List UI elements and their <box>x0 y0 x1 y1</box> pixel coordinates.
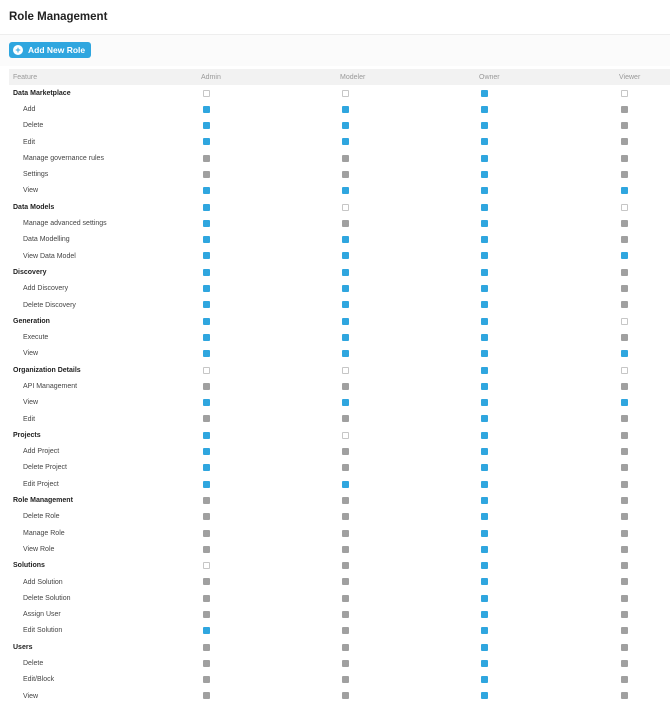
feature-label: Manage governance rules <box>23 154 104 162</box>
permission-checkbox-admin <box>203 513 210 520</box>
permission-checkbox-admin[interactable] <box>203 138 210 145</box>
feature-row <box>9 378 670 394</box>
permission-checkbox-modeler[interactable] <box>342 399 349 406</box>
feature-label: Manage Role <box>23 529 65 537</box>
permission-checkbox-admin[interactable] <box>203 448 210 455</box>
permission-checkbox-modeler[interactable] <box>342 269 349 276</box>
feature-row <box>9 590 670 606</box>
permission-checkbox-owner[interactable] <box>481 595 488 602</box>
permission-checkbox-modeler <box>342 171 349 178</box>
permission-checkbox-admin <box>203 497 210 504</box>
feature-label: Edit Project <box>23 480 59 488</box>
permission-checkbox-owner[interactable] <box>481 627 488 634</box>
permission-checkbox-modeler <box>342 562 349 569</box>
page-title: Role Management <box>9 11 108 23</box>
feature-row <box>9 688 670 704</box>
feature-row <box>9 541 670 557</box>
permission-checkbox-owner[interactable] <box>481 334 488 341</box>
feature-row <box>9 232 670 248</box>
permission-checkbox-modeler <box>342 155 349 162</box>
permission-checkbox-viewer <box>621 595 628 602</box>
feature-label: Data Modelling <box>23 236 70 244</box>
permission-checkbox-modeler <box>342 660 349 667</box>
permission-checkbox-admin[interactable] <box>203 367 210 374</box>
feature-row <box>9 525 670 541</box>
permission-checkbox-modeler[interactable] <box>342 334 349 341</box>
permission-checkbox-admin <box>203 611 210 618</box>
feature-group-row <box>9 199 670 215</box>
permission-checkbox-viewer <box>621 530 628 537</box>
feature-row <box>9 101 670 117</box>
permission-checkbox-viewer <box>621 497 628 504</box>
column-header-viewer: Viewer <box>619 73 641 81</box>
permission-checkbox-admin[interactable] <box>203 220 210 227</box>
feature-label: Solutions <box>13 562 45 570</box>
permission-checkbox-modeler[interactable] <box>342 252 349 259</box>
permission-checkbox-modeler <box>342 415 349 422</box>
feature-row <box>9 672 670 688</box>
permission-checkbox-viewer[interactable] <box>621 350 628 357</box>
permission-checkbox-modeler <box>342 627 349 634</box>
permission-checkbox-owner[interactable] <box>481 171 488 178</box>
feature-label: Settings <box>23 171 49 179</box>
permission-checkbox-viewer <box>621 415 628 422</box>
permission-checkbox-admin[interactable] <box>203 90 210 97</box>
feature-label: Delete <box>23 122 44 130</box>
permission-checkbox-viewer <box>621 138 628 145</box>
feature-row <box>9 623 670 639</box>
permission-checkbox-viewer <box>621 611 628 618</box>
permission-checkbox-owner[interactable] <box>481 367 488 374</box>
feature-label: Edit <box>23 138 36 146</box>
permission-checkbox-owner[interactable] <box>481 448 488 455</box>
permission-checkbox-viewer[interactable] <box>621 252 628 259</box>
permission-checkbox-owner[interactable] <box>481 432 488 439</box>
feature-row <box>9 411 670 427</box>
permission-checkbox-owner[interactable] <box>481 530 488 537</box>
feature-label: API Management <box>23 382 78 390</box>
permission-checkbox-admin[interactable] <box>203 399 210 406</box>
permission-checkbox-viewer <box>621 562 628 569</box>
permission-checkbox-admin[interactable] <box>203 187 210 194</box>
feature-row <box>9 346 670 362</box>
permission-checkbox-owner[interactable] <box>481 481 488 488</box>
permission-checkbox-viewer <box>621 220 628 227</box>
permission-checkbox-modeler[interactable] <box>342 187 349 194</box>
permission-checkbox-viewer <box>621 513 628 520</box>
permission-checkbox-admin[interactable] <box>203 252 210 259</box>
feature-label: Users <box>13 643 33 651</box>
permission-checkbox-admin[interactable] <box>203 269 210 276</box>
column-header-owner: Owner <box>479 73 500 81</box>
permission-checkbox-owner[interactable] <box>481 464 488 471</box>
permission-checkbox-admin[interactable] <box>203 432 210 439</box>
permission-checkbox-admin[interactable] <box>203 350 210 357</box>
feature-label: Delete Solution <box>23 594 71 602</box>
permission-checkbox-owner[interactable] <box>481 236 488 243</box>
feature-group-row <box>9 558 670 574</box>
feature-label: Role Management <box>13 497 73 505</box>
permission-checkbox-viewer[interactable] <box>621 367 628 374</box>
feature-row <box>9 297 670 313</box>
feature-row <box>9 281 670 297</box>
feature-row <box>9 509 670 525</box>
permission-checkbox-owner[interactable] <box>481 187 488 194</box>
permission-checkbox-admin[interactable] <box>203 334 210 341</box>
column-header-admin: Admin <box>201 73 221 81</box>
permission-checkbox-admin[interactable] <box>203 106 210 113</box>
permission-checkbox-admin <box>203 530 210 537</box>
permission-checkbox-modeler[interactable] <box>342 318 349 325</box>
permission-checkbox-owner[interactable] <box>481 660 488 667</box>
feature-row <box>9 460 670 476</box>
feature-group-row <box>9 264 670 280</box>
permission-checkbox-owner[interactable] <box>481 513 488 520</box>
permission-checkbox-modeler[interactable] <box>342 204 349 211</box>
feature-group-row <box>9 362 670 378</box>
feature-label: Data Models <box>13 203 55 211</box>
feature-row <box>9 248 670 264</box>
permission-checkbox-admin[interactable] <box>203 285 210 292</box>
permission-checkbox-modeler[interactable] <box>342 236 349 243</box>
permission-checkbox-modeler <box>342 644 349 651</box>
permission-checkbox-admin[interactable] <box>203 562 210 569</box>
feature-row <box>9 444 670 460</box>
permission-checkbox-owner[interactable] <box>481 318 488 325</box>
feature-row <box>9 183 670 199</box>
permission-checkbox-owner[interactable] <box>481 252 488 259</box>
permission-checkbox-admin[interactable] <box>203 627 210 634</box>
permission-checkbox-admin <box>203 676 210 683</box>
permission-checkbox-viewer <box>621 269 628 276</box>
permission-checkbox-modeler[interactable] <box>342 122 349 129</box>
permission-checkbox-owner[interactable] <box>481 220 488 227</box>
permission-checkbox-modeler <box>342 546 349 553</box>
permission-checkbox-owner[interactable] <box>481 122 488 129</box>
permission-checkbox-owner[interactable] <box>481 399 488 406</box>
permission-checkbox-admin[interactable] <box>203 301 210 308</box>
feature-row <box>9 607 670 623</box>
permission-checkbox-viewer <box>621 578 628 585</box>
permission-checkbox-modeler <box>342 464 349 471</box>
permission-checkbox-modeler <box>342 578 349 585</box>
feature-row <box>9 329 670 345</box>
feature-row <box>9 655 670 671</box>
toolbar <box>0 35 670 66</box>
feature-label: Add Project <box>23 448 60 456</box>
permission-checkbox-owner[interactable] <box>481 138 488 145</box>
permission-checkbox-owner[interactable] <box>481 546 488 553</box>
permission-checkbox-modeler <box>342 220 349 227</box>
feature-row <box>9 118 670 134</box>
feature-row <box>9 395 670 411</box>
permission-checkbox-modeler <box>342 497 349 504</box>
permission-checkbox-admin <box>203 171 210 178</box>
permission-checkbox-owner[interactable] <box>481 562 488 569</box>
add-new-role-label: Add New Role <box>28 45 86 55</box>
feature-row <box>9 166 670 182</box>
feature-group-row <box>9 427 670 443</box>
permission-checkbox-owner[interactable] <box>481 90 488 97</box>
permission-checkbox-owner[interactable] <box>481 611 488 618</box>
permission-checkbox-modeler[interactable] <box>342 367 349 374</box>
permission-checkbox-admin <box>203 644 210 651</box>
permission-checkbox-modeler <box>342 383 349 390</box>
permission-checkbox-viewer <box>621 660 628 667</box>
feature-row <box>9 134 670 150</box>
permission-checkbox-viewer <box>621 383 628 390</box>
permission-checkbox-viewer <box>621 448 628 455</box>
permission-checkbox-modeler[interactable] <box>342 481 349 488</box>
feature-label: Generation <box>13 317 50 325</box>
permission-checkbox-viewer <box>621 285 628 292</box>
feature-label: View Data Model <box>23 252 76 260</box>
feature-label: Add Solution <box>23 578 63 586</box>
permissions-table <box>9 69 670 704</box>
feature-label: Data Marketplace <box>13 89 71 97</box>
permission-checkbox-viewer[interactable] <box>621 187 628 194</box>
permission-checkbox-viewer <box>621 481 628 488</box>
feature-label: Edit Solution <box>23 627 63 635</box>
permission-checkbox-admin <box>203 383 210 390</box>
feature-row <box>9 574 670 590</box>
feature-label: Add <box>23 105 36 113</box>
permission-checkbox-viewer <box>621 546 628 553</box>
permission-checkbox-viewer <box>621 432 628 439</box>
permission-checkbox-admin[interactable] <box>203 481 210 488</box>
feature-label: Edit <box>23 415 36 423</box>
permission-checkbox-owner[interactable] <box>481 415 488 422</box>
permission-checkbox-viewer <box>621 171 628 178</box>
permission-checkbox-modeler[interactable] <box>342 350 349 357</box>
permission-checkbox-admin <box>203 595 210 602</box>
permission-checkbox-owner[interactable] <box>481 301 488 308</box>
plus-circle-icon: + <box>13 45 23 55</box>
permission-checkbox-viewer <box>621 644 628 651</box>
table-header <box>9 69 670 85</box>
add-new-role-button[interactable] <box>9 42 91 58</box>
permission-checkbox-viewer[interactable] <box>621 399 628 406</box>
feature-row <box>9 476 670 492</box>
permission-checkbox-viewer[interactable] <box>621 204 628 211</box>
permission-checkbox-admin <box>203 155 210 162</box>
permission-checkbox-modeler[interactable] <box>342 285 349 292</box>
feature-label: View <box>23 350 39 358</box>
permission-checkbox-owner[interactable] <box>481 285 488 292</box>
permission-checkbox-owner[interactable] <box>481 644 488 651</box>
permission-checkbox-admin[interactable] <box>203 318 210 325</box>
permission-checkbox-admin[interactable] <box>203 122 210 129</box>
permission-checkbox-viewer[interactable] <box>621 90 628 97</box>
permission-checkbox-modeler[interactable] <box>342 90 349 97</box>
permission-checkbox-owner[interactable] <box>481 676 488 683</box>
permission-checkbox-admin <box>203 546 210 553</box>
permission-checkbox-owner[interactable] <box>481 383 488 390</box>
permission-checkbox-modeler[interactable] <box>342 138 349 145</box>
permission-checkbox-viewer[interactable] <box>621 318 628 325</box>
permission-checkbox-modeler <box>342 611 349 618</box>
permission-checkbox-viewer <box>621 301 628 308</box>
permission-checkbox-owner[interactable] <box>481 350 488 357</box>
permission-checkbox-modeler <box>342 448 349 455</box>
feature-label: Assign User <box>23 611 61 619</box>
permission-checkbox-modeler <box>342 595 349 602</box>
feature-label: Delete Project <box>23 464 67 472</box>
permission-checkbox-admin <box>203 660 210 667</box>
feature-row <box>9 215 670 231</box>
feature-label: View <box>23 399 39 407</box>
permission-checkbox-viewer <box>621 627 628 634</box>
feature-label: Edit/Block <box>23 676 55 684</box>
column-header-feature: Feature <box>13 73 38 81</box>
permission-checkbox-owner[interactable] <box>481 204 488 211</box>
feature-label: View <box>23 692 39 700</box>
feature-label: Discovery <box>13 268 47 276</box>
feature-label: Manage advanced settings <box>23 220 107 228</box>
feature-label: View <box>23 187 39 195</box>
permission-checkbox-modeler <box>342 530 349 537</box>
feature-label: Add Discovery <box>23 285 69 293</box>
permission-checkbox-viewer <box>621 155 628 162</box>
permission-checkbox-viewer <box>621 676 628 683</box>
permission-checkbox-modeler[interactable] <box>342 106 349 113</box>
permission-checkbox-viewer <box>621 122 628 129</box>
permission-checkbox-viewer <box>621 334 628 341</box>
permission-checkbox-admin[interactable] <box>203 236 210 243</box>
permission-checkbox-owner[interactable] <box>481 497 488 504</box>
feature-label: Delete <box>23 660 44 668</box>
permission-checkbox-modeler <box>342 676 349 683</box>
permission-checkbox-modeler[interactable] <box>342 432 349 439</box>
permission-checkbox-viewer <box>621 106 628 113</box>
permission-checkbox-modeler[interactable] <box>342 301 349 308</box>
permission-checkbox-admin[interactable] <box>203 464 210 471</box>
feature-label: Projects <box>13 431 41 439</box>
permission-checkbox-admin[interactable] <box>203 204 210 211</box>
feature-label: View Role <box>23 545 55 553</box>
feature-group-row <box>9 85 670 101</box>
permission-checkbox-owner[interactable] <box>481 106 488 113</box>
feature-label: Delete Discovery <box>23 301 76 309</box>
column-header-modeler: Modeler <box>340 73 366 81</box>
permission-checkbox-viewer <box>621 464 628 471</box>
feature-row <box>9 150 670 166</box>
permission-checkbox-owner[interactable] <box>481 269 488 276</box>
permission-checkbox-viewer <box>621 692 628 699</box>
page-header <box>0 0 670 35</box>
permission-checkbox-viewer <box>621 236 628 243</box>
permission-checkbox-modeler <box>342 692 349 699</box>
permission-checkbox-modeler <box>342 513 349 520</box>
permission-checkbox-owner[interactable] <box>481 578 488 585</box>
feature-label: Delete Role <box>23 513 60 521</box>
feature-label: Execute <box>23 334 49 342</box>
feature-group-row <box>9 492 670 508</box>
permission-checkbox-admin <box>203 415 210 422</box>
permission-checkbox-admin <box>203 692 210 699</box>
feature-label: Organization Details <box>13 366 81 374</box>
permission-checkbox-owner[interactable] <box>481 692 488 699</box>
permission-checkbox-owner[interactable] <box>481 155 488 162</box>
feature-group-row <box>9 639 670 655</box>
feature-group-row <box>9 313 670 329</box>
permission-checkbox-admin <box>203 578 210 585</box>
